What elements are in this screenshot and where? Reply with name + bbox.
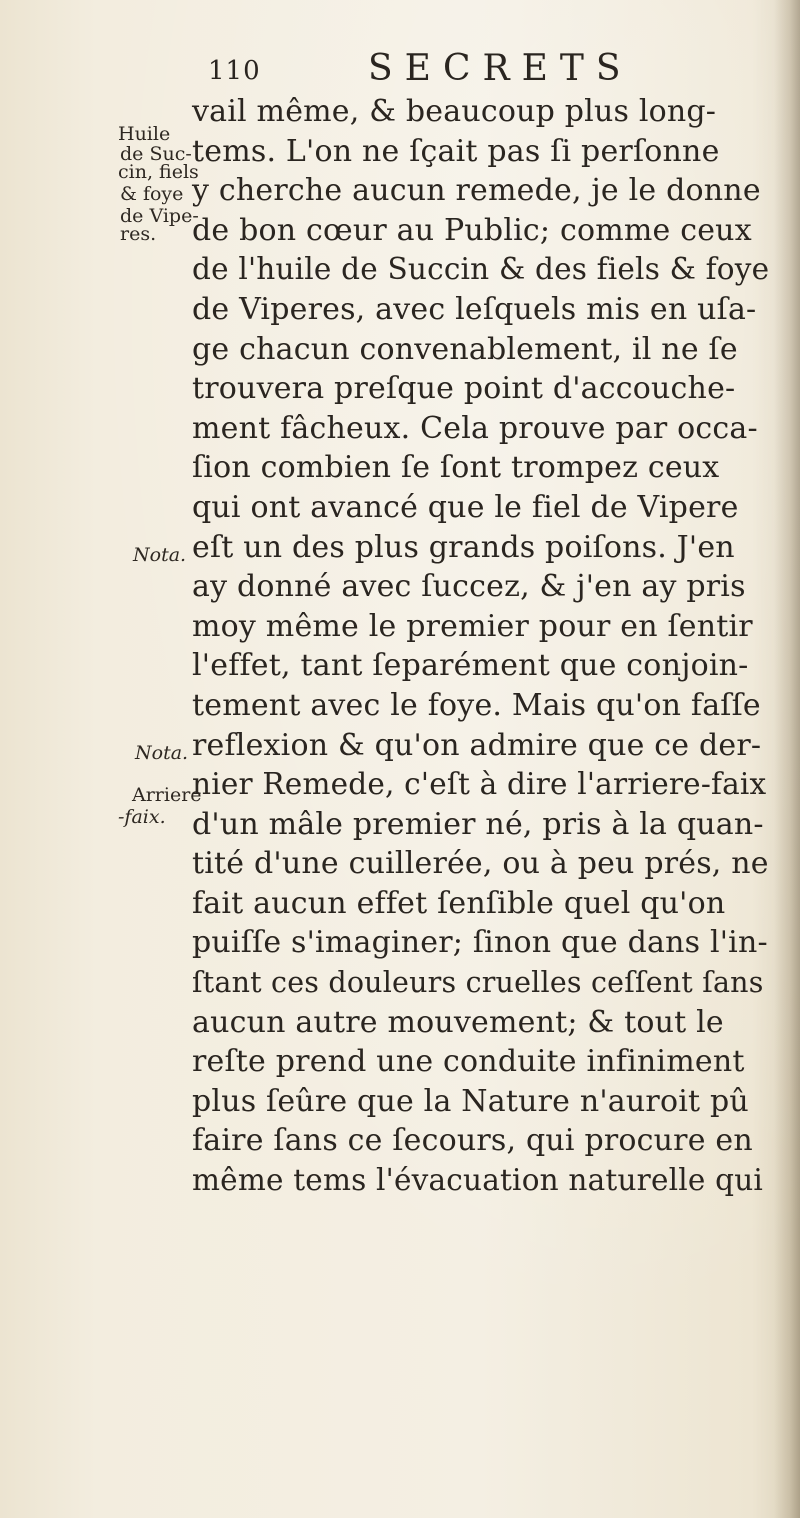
text-line: tité d'une cuillerée, ou à peu prés, ne <box>192 846 769 882</box>
text-line: tems. L'on ne ſçait pas ſi perſonne <box>192 133 720 169</box>
margin-note-line: res. <box>120 223 157 245</box>
text-line: même tems l'évacuation naturelle qui <box>192 1163 764 1198</box>
text-line: faire ſans ce ſecours, qui procure en <box>192 1123 753 1159</box>
text-line: de Viperes, avec leſquels mis en uſa- <box>192 291 757 327</box>
margin-note-line: de Suc- <box>120 143 192 165</box>
text-line: y cherche aucun remede, je le donne <box>192 173 761 209</box>
text-line: eſt un des plus grands poiſons. J'en <box>192 529 735 565</box>
margin-note-nota-2: Nota. <box>135 742 189 764</box>
text-line: puiſſe s'imaginer; ſinon que dans l'in- <box>192 925 768 961</box>
margin-note-huile <box>118 123 199 245</box>
page-number: 110 <box>208 56 261 86</box>
margin-note-line: cin, fiels <box>118 161 199 183</box>
text-line: moy même le premier pour en ſentir <box>192 608 753 644</box>
text-line: reflexion & qu'on admire que ce der- <box>192 727 762 763</box>
running-title: SECRETS <box>368 48 633 89</box>
text-line: de l'huile de Succin & des fiels & foye <box>192 252 770 287</box>
margin-note-line: Arriere <box>132 784 202 806</box>
text-line: qui ont avancé que le fiel de Vipere <box>192 489 739 525</box>
text-line: ment fâcheux. Cela prouve par occa- <box>192 410 758 446</box>
text-line: ay donné avec ſuccez, & j'en ay pris <box>192 569 746 605</box>
margin-note-arriere-faix <box>118 784 202 828</box>
text-line: nier Remede, c'eſt à dire l'arriere-faix <box>192 767 767 802</box>
page-edge-shadow <box>774 0 800 1518</box>
text-line: aucun autre mouvement; & tout le <box>192 1004 724 1040</box>
margin-note-line: -faix. <box>118 806 166 828</box>
text-line: trouvera preſque point d'accouche- <box>192 371 736 407</box>
text-line: fait aucun effet ſenſible quel qu'on <box>192 885 726 921</box>
text-line: plus ſeûre que la Nature n'auroit pû <box>192 1083 749 1119</box>
text-line: d'un mâle premier né, pris à la quan- <box>192 806 764 842</box>
text-line: de bon cœur au Public; comme ceux <box>192 212 752 248</box>
margin-note-line: Huile <box>118 123 171 145</box>
text-line: ſion combien ſe ſont trompez ceux <box>192 450 720 486</box>
text-line: ge chacun convenablement, il ne ſe <box>192 331 738 367</box>
page-header <box>208 48 768 96</box>
text-line: reſte prend une conduite infiniment <box>192 1044 745 1080</box>
margin-note-line: & foye <box>120 183 184 205</box>
margin-note-line: de Vipe- <box>120 205 199 227</box>
main-text-block <box>192 92 772 1201</box>
text-line: vail même, & beaucoup plus long- <box>192 94 717 129</box>
margin-note-nota-1: Nota. <box>133 544 187 566</box>
text-line: l'effet, tant ſeparément que conjoin- <box>192 648 749 684</box>
text-line: tement avec le foye. Mais qu'on faſſe <box>192 687 761 723</box>
text-line: ſtant ces douleurs cruelles ceſſent ſans <box>192 966 764 1000</box>
